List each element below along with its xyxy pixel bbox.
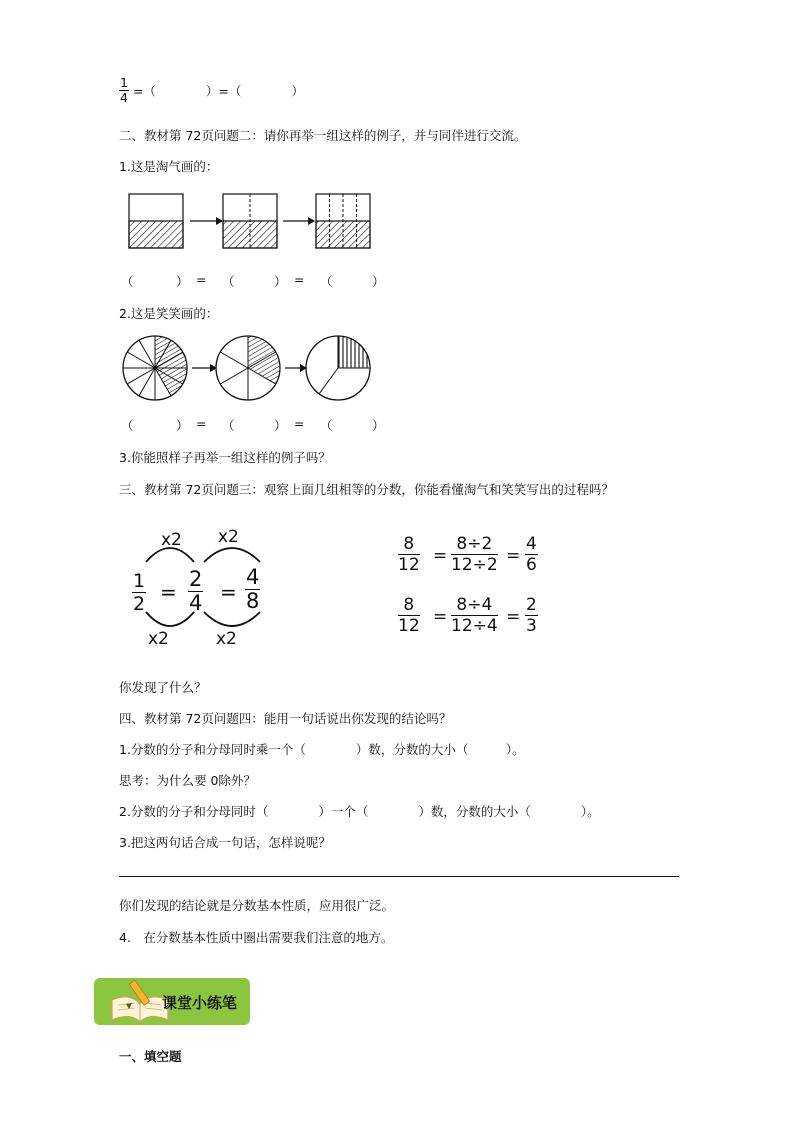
circle-twelfths: [123, 336, 187, 400]
top-op-1: x2: [161, 530, 182, 550]
arrow-right-icon: [192, 364, 217, 372]
bottom-op-2: x2: [216, 629, 237, 649]
section4-item2: 2.分数的分子和分母同时（ ）一个（ ）数，分数的大小（ ）。: [119, 804, 600, 819]
taoqi-rectangles-diagram: [128, 192, 388, 252]
xiaoxiao-circles-diagram: [122, 332, 382, 412]
bottom-op-1: x2: [148, 629, 169, 649]
section3-question: 你发现了什么？: [119, 680, 207, 695]
section4-conclusion: 你们发现的结论就是分数基本性质，应用很广泛。: [119, 898, 395, 913]
arrow-right-icon: [285, 364, 307, 372]
section2-item3: 3.你能照样子再举一组这样的例子吗？: [119, 450, 331, 465]
answer-line: [119, 876, 679, 877]
section5-heading: 一、填空题: [119, 1049, 182, 1064]
rectangle-eighths: [316, 194, 370, 248]
section3-heading: 三、教材第 72页问题三：观察上面几组相等的分数，你能看懂淘气和笑笑写出的过程吗？: [119, 482, 614, 497]
section4-item3: 3.把这两句话合成一句话，怎样说呢？: [119, 835, 331, 850]
fraction-8div4-12div4: $\frac{8\div 4}{12\div 4}$: [451, 595, 498, 636]
fraction-8-12: $\frac{8}{12}$: [398, 534, 420, 575]
section2-heading: 二、教材第 72页问题二：请你再举一组这样的例子，并与同伴进行交流。: [119, 128, 527, 143]
fraction-8div2-12div2: $\frac{8\div 2}{12\div 2}$: [451, 534, 498, 575]
section4-item1: 1.分数的分子和分母同时乘一个（ ）数，分数的大小（ ）。: [119, 742, 525, 757]
rectangle-halves: [129, 194, 183, 248]
circle-thirds: [306, 336, 370, 400]
fraction-8-12-b: $\frac{8}{12}$: [398, 595, 420, 636]
top-op-2: x2: [218, 527, 239, 547]
top-line-blanks: =（ ）=（ ）: [132, 83, 304, 99]
rectangle-quarters: [223, 194, 277, 248]
banner-label: 课堂小练笔: [162, 994, 238, 1012]
arrow-right-icon: [283, 217, 315, 225]
fraction-2-3: $\frac{2}{3}$: [526, 595, 537, 636]
circle-sixths: [216, 336, 280, 400]
fraction-4-8: $\frac{4}{8}$: [246, 565, 260, 613]
section4-think: 思考：为什么要 0除外？: [119, 773, 256, 788]
section2-item2: 2.这是笑笑画的：: [119, 306, 219, 321]
practice-banner: [94, 978, 250, 1025]
fraction-one-quarter: $\frac{1}{4}$: [120, 75, 128, 105]
arrow-right-icon: [190, 217, 223, 225]
section2-item1: 1.这是淘气画的：: [119, 159, 219, 174]
fraction-4-6: $\frac{4}{6}$: [526, 534, 537, 575]
section4-heading: 四、教材第 72页问题四：能用一句话说出你发现的结论吗？: [119, 711, 452, 726]
top-fraction-line: [119, 76, 304, 105]
section4-item4: 4. 在分数基本性质中圈出需要我们注意的地方。: [119, 930, 394, 945]
fraction-2-4: $\frac{2}{4}$: [189, 567, 203, 615]
fraction-1-2: $\frac{1}{2}$: [133, 570, 146, 615]
